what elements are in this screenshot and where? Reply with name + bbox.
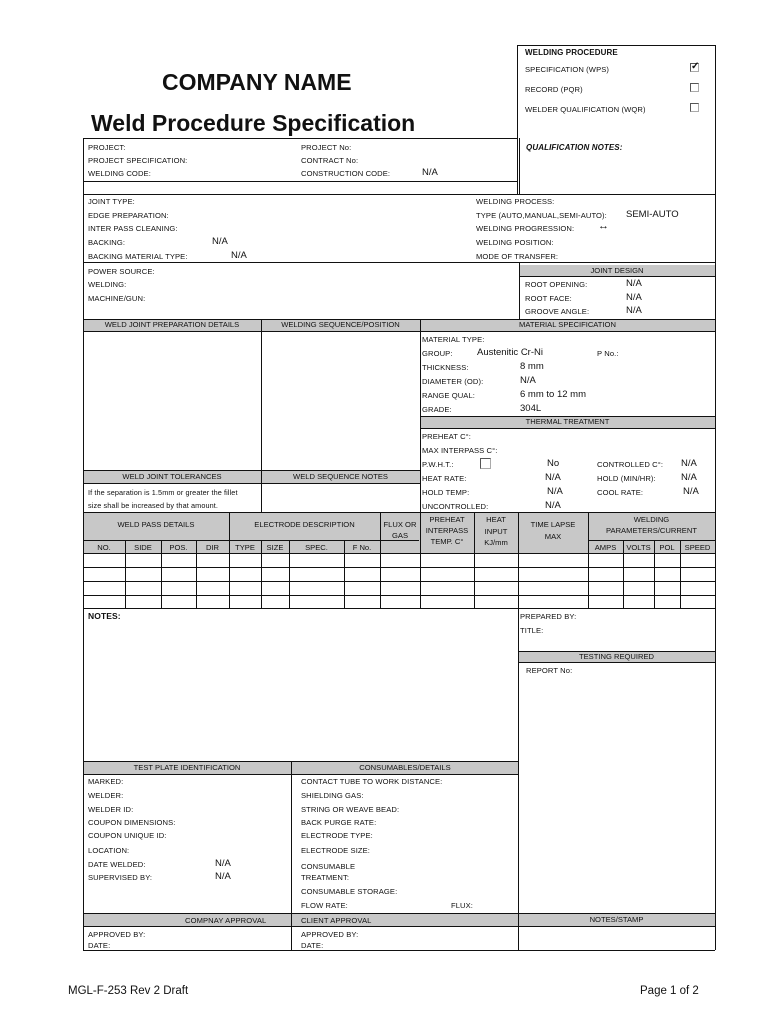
doc-code: MGL-F-253 Rev 2 Draft [68, 985, 189, 997]
hold-label: HOLD (MIN/HR): [597, 474, 656, 483]
welder-label: WELDER: [88, 791, 124, 800]
company-approved-by: APPROVED BY: [88, 930, 146, 939]
line [83, 581, 715, 582]
string-weave-label: STRING OR WEAVE BEAD: [301, 805, 400, 814]
flux-gas-heading-2: GAS [391, 531, 409, 540]
col-amps: AMPS [594, 543, 617, 552]
page-number: Page 1 of 2 [640, 985, 699, 997]
uncontrolled-label: UNCONTROLLED: [422, 502, 489, 511]
company-approval-heading: COMPNAY APPROVAL [185, 916, 267, 925]
pqr-checkbox[interactable] [690, 83, 699, 92]
joint-design-heading: JOINT DESIGN [590, 266, 644, 275]
line [83, 553, 715, 554]
time-lapse-heading-1: TIME LAPSE [530, 520, 576, 529]
progression-value: ↔ [598, 220, 609, 232]
company-name: COMPANY NAME [162, 69, 352, 95]
inter-pass-label: INTER PASS CLEANING: [88, 224, 178, 233]
progression-label: WELDING PROGRESSION: [476, 224, 575, 233]
pwht-value: No [547, 458, 560, 469]
tolerance-note-1: If the separation is 1.5mm or greater the fillet [88, 488, 238, 497]
root-face-value: N/A [626, 292, 642, 303]
range-qual-value: 6 mm to 12 mm [520, 389, 586, 400]
line [83, 483, 420, 484]
contact-tube-label: CONTACT TUBE TO WORK DISTANCE: [301, 777, 443, 786]
consumables-heading: CONSUMABLES/DETAILS [359, 763, 451, 772]
testing-required-heading: TESTING REQUIRED [578, 652, 655, 661]
electrode-type-label: ELECTRODE TYPE: [301, 831, 373, 840]
wps-checkbox[interactable] [690, 63, 699, 72]
machine-label: MACHINE/GUN: [88, 294, 146, 303]
line [83, 567, 715, 568]
project-no-label: PROJECT No: [301, 143, 352, 152]
backing-material-value: N/A [231, 250, 247, 261]
line [83, 262, 715, 263]
project-spec-label: PROJECT SPECIFICATION: [88, 156, 188, 165]
flow-rate-label: FLOW RATE: [301, 901, 348, 910]
prepared-by-label: PREPARED BY: [520, 612, 577, 621]
line [83, 512, 715, 513]
tolerances-heading: WELD JOINT TOLERANCES [122, 472, 222, 481]
col-dir: DIR [205, 543, 220, 552]
welding-params-heading-1: WELDING [633, 515, 670, 524]
col-spec: SPEC. [305, 543, 328, 552]
qualification-notes: QUALIFICATION NOTES: [526, 143, 623, 152]
welding-sequence-heading: WELDING SEQUENCE/POSITION [281, 320, 400, 329]
line [83, 774, 519, 775]
edge-prep-label: EDGE PREPARATION: [88, 211, 169, 220]
cool-rate-value: N/A [683, 486, 699, 497]
line [83, 194, 715, 195]
material-type-label: MATERIAL TYPE: [422, 335, 485, 344]
thermal-heading: THERMAL TREATMENT [525, 417, 610, 426]
line [588, 540, 715, 541]
wps-label: SPECIFICATION (WPS) [525, 65, 610, 74]
line [715, 195, 716, 950]
line [83, 913, 715, 914]
doc-title: Weld Procedure Specification [91, 110, 416, 136]
hold-temp-label: HOLD TEMP: [422, 488, 470, 497]
max-interpass-label: MAX INTERPASS C°: [422, 446, 498, 455]
electrode-description-heading: ELECTRODE DESCRIPTION [254, 520, 355, 529]
material-spec-heading: MATERIAL SPECIFICATION [519, 320, 616, 329]
backing-value: N/A [212, 236, 228, 247]
client-date: DATE: [301, 941, 324, 950]
supervised-by-value: N/A [215, 871, 231, 882]
consumable-treatment-1: CONSUMABLE [301, 862, 356, 871]
controlled-label: CONTROLLED C°: [597, 460, 664, 469]
col-speed: SPEED [684, 543, 711, 552]
col-volts: VOLTS [626, 543, 651, 552]
electrode-size-label: ELECTRODE SIZE: [301, 846, 371, 855]
client-approved-by: APPROVED BY: [301, 930, 359, 939]
welding-procedure-heading: WELDING PROCEDURE [525, 48, 618, 57]
groove-angle-value: N/A [626, 305, 642, 316]
consumable-treatment-2: TREATMENT: [301, 873, 350, 882]
preheat-heading-3: TEMP. C° [430, 537, 464, 546]
preheat-heading-2: INTERPASS [425, 526, 469, 535]
line [83, 331, 715, 332]
coupon-dims-label: COUPON DIMENSIONS: [88, 818, 176, 827]
wqr-checkbox[interactable] [690, 103, 699, 112]
coupon-id-label: COUPON UNIQUE ID: [88, 831, 167, 840]
company-date: DATE: [88, 941, 111, 950]
cool-rate-label: COOL RATE: [597, 488, 644, 497]
col-pos: POS. [169, 543, 188, 552]
check-icon: ✓ [691, 61, 700, 72]
welding-label: WELDING: [88, 280, 127, 289]
root-face-label: ROOT FACE: [525, 294, 572, 303]
joint-type-label: JOINT TYPE: [88, 197, 135, 206]
supervised-by-label: SUPERVISED BY: [88, 873, 153, 882]
thickness-value: 8 mm [520, 361, 544, 372]
tolerance-note-2: size shall be increased by that amount. [88, 501, 219, 510]
thickness-label: THICKNESS: [422, 363, 469, 372]
line [420, 319, 421, 608]
power-source-label: POWER SOURCE: [88, 267, 155, 276]
location-label: LOCATION: [88, 846, 130, 855]
col-fno: F No. [352, 543, 372, 552]
range-qual-label: RANGE QUAL: [422, 391, 476, 400]
hold-temp-value: N/A [547, 486, 563, 497]
line [83, 761, 519, 762]
notes-stamp-heading: NOTES/STAMP [589, 915, 644, 924]
pwht-label: P.W.H.T.: [422, 460, 454, 469]
flux-label: FLUX: [451, 901, 474, 910]
line [519, 138, 520, 195]
client-approval-heading: CLIENT APPROVAL [301, 916, 372, 925]
welding-process-label: WELDING PROCESS: [476, 197, 555, 206]
preheat-label: PREHEAT C°: [422, 432, 472, 441]
col-pol: POL [659, 543, 675, 552]
line [291, 761, 292, 950]
date-welded-label: DATE WELDED: [88, 860, 146, 869]
line [83, 138, 517, 139]
line [83, 950, 715, 951]
diameter-value: N/A [520, 375, 536, 386]
consumable-storage-label: CONSUMABLE STORAGE: [301, 887, 398, 896]
diameter-label: DIAMETER (OD): [422, 377, 484, 386]
back-purge-label: BACK PURGE RATE: [301, 818, 377, 827]
heat-input-heading-3: KJ/mm [484, 538, 508, 547]
preheat-heading-1: PREHEAT [429, 515, 465, 524]
test-plate-heading: TEST PLATE IDENTIFICATION [133, 763, 241, 772]
heat-rate-label: HEAT RATE: [422, 474, 467, 483]
backing-label: BACKING: [88, 238, 126, 247]
marked-label: MARKED: [88, 777, 124, 786]
type-value: SEMI-AUTO [626, 209, 679, 220]
backing-material-label: BACKING MATERIAL TYPE: [88, 252, 188, 261]
line [83, 181, 517, 182]
line [83, 608, 715, 609]
line [83, 595, 715, 596]
heat-input-heading-1: HEAT [486, 515, 506, 524]
sequence-notes-heading: WELD SEQUENCE NOTES [293, 472, 388, 481]
position-label: WELDING POSITION: [476, 238, 554, 247]
flux-gas-heading-1: FLUX OR [383, 520, 417, 529]
line [83, 926, 715, 927]
groove-angle-label: GROOVE ANGLE: [525, 307, 590, 316]
line [519, 276, 715, 277]
heat-rate-value: N/A [545, 472, 561, 483]
line [83, 540, 419, 541]
welding-code-label: WELDING CODE: [88, 169, 151, 178]
report-no-label: REPORT No: [526, 666, 573, 675]
heat-input-heading-2: INPUT [484, 527, 508, 536]
line [83, 470, 420, 471]
root-opening-value: N/A [626, 278, 642, 289]
col-no: NO. [97, 543, 111, 552]
time-lapse-heading-2: MAX [544, 532, 562, 541]
group-label: GROUP: [422, 349, 453, 358]
shielding-gas-label: SHIELDING GAS: [301, 791, 364, 800]
title-label: TITLE: [520, 626, 544, 635]
hold-value: N/A [681, 472, 697, 483]
pqr-label: RECORD (PQR) [525, 85, 583, 94]
construction-code-label: CONSTRUCTION CODE: [301, 169, 391, 178]
group-value: Austenitic Cr-Ni [477, 347, 543, 358]
welding-params-heading-2: PARAMETERS/CURRENT [606, 526, 697, 535]
controlled-value: N/A [681, 458, 697, 469]
transfer-label: MODE OF TRANSFER: [476, 252, 559, 261]
col-type: TYPE [235, 543, 255, 552]
line [518, 662, 715, 663]
uncontrolled-value: N/A [545, 500, 561, 511]
weld-pass-details-heading: WELD PASS DETAILS [117, 520, 195, 529]
wqr-label: WELDER QUALIFICATION (WQR) [525, 105, 646, 114]
construction-code-value: N/A [422, 167, 438, 178]
contract-no-label: CONTRACT No: [301, 156, 359, 165]
pwht-checkbox[interactable] [480, 458, 491, 469]
notes-label: NOTES: [88, 611, 121, 621]
root-opening-label: ROOT OPENING: [525, 280, 588, 289]
project-label: PROJECT: [88, 143, 126, 152]
p-no-label: P No.: [597, 349, 619, 358]
line [420, 428, 715, 429]
welder-id-label: WELDER ID: [88, 805, 134, 814]
col-size: SIZE [266, 543, 284, 552]
weld-joint-prep-heading: WELD JOINT PREPARATION DETAILS [104, 320, 240, 329]
type-label: TYPE (AUTO,MANUAL,SEMI-AUTO): [476, 211, 607, 220]
grade-label: GRADE: [422, 405, 452, 414]
grade-value: 304L [520, 403, 542, 414]
date-welded-value: N/A [215, 858, 231, 869]
col-side: SIDE [134, 543, 152, 552]
